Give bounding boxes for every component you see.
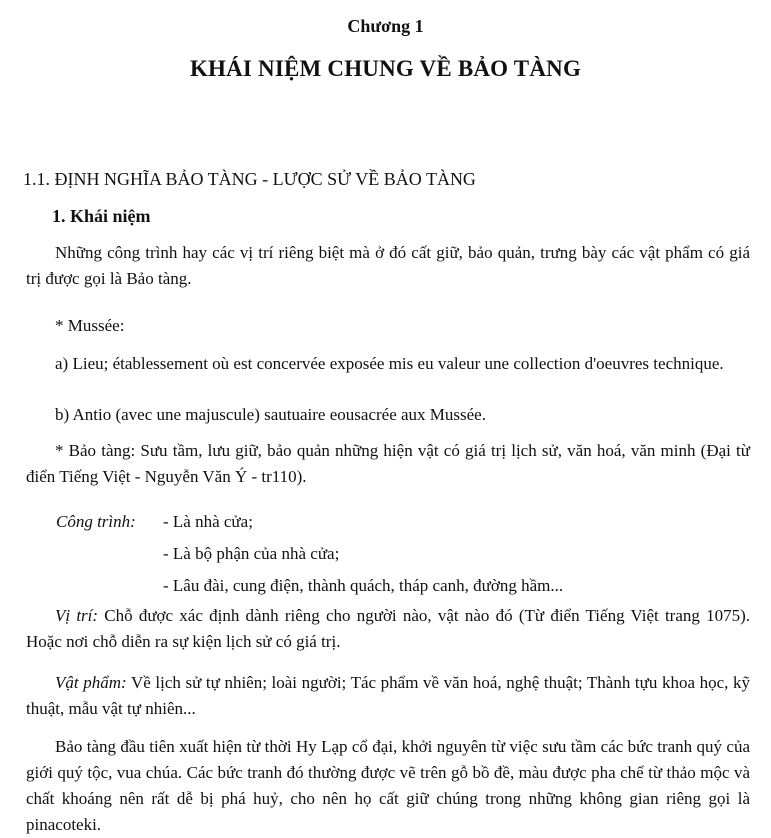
congtrinh-item: - Là nhà cửa; — [163, 512, 253, 531]
paragraph-definition: Những công trình hay các vị trí riêng biệt mà ở đó cất giữ, bảo quản, trưng bày các vật phẩm có giá trị được gọi là Bảo tàng. — [26, 243, 750, 288]
paragraph-vitri — [26, 603, 750, 655]
congtrinh-item: - Lâu đài, cung điện, thành quách, tháp canh, đường hầm... — [163, 576, 564, 595]
vitri-text: Chỗ được xác định dành riêng cho người nào, vật nào đó (Từ điển Tiếng Việt trang 1075). Hoặc nơi chỗ diễn ra sự kiện lịch sử có giá trị. — [26, 606, 751, 651]
vatpham-label: Vật phẩm: — [55, 673, 127, 692]
chapter-title: KHÁI NIỆM CHUNG VỀ BẢO TÀNG — [189, 56, 582, 81]
vitri-label: Vị trí: — [55, 606, 99, 625]
vatpham-text: Về lịch sử tự nhiên; loài người; Tác phẩm về văn hoá, nghệ thuật; Thành tựu khoa học, kỹ thuật, mẫu vật tự nhiên... — [26, 673, 751, 718]
chapter-heading: Chương 1 — [347, 16, 424, 36]
congtrinh-item: - Là bộ phận của nhà cửa; — [163, 544, 340, 563]
paragraph-bao-tang: * Bảo tàng: Sưu tầm, lưu giữ, bảo quản những hiện vật có giá trị lịch sử, văn hoá, văn minh (Đại từ điển Tiếng Việt - Nguyễn Văn Ý - tr110). — [26, 441, 750, 486]
paragraph-mussee: * Mussée: — [55, 316, 125, 335]
subsection-heading: 1. Khái niệm — [52, 206, 151, 226]
congtrinh-label: Công trình: — [56, 512, 136, 531]
section-heading: 1.1. ĐỊNH NGHĨA BẢO TÀNG - LƯỢC SỬ VỀ BẢO TÀNG — [23, 169, 476, 189]
paragraph-vatpham — [26, 670, 750, 722]
paragraph-lieu: a) Lieu; établessement où est concervée exposée mis eu valeur une collection d'oeuvres technique. — [55, 354, 724, 373]
paragraph-history: Bảo tàng đầu tiên xuất hiện từ thời Hy Lạp cổ đại, khởi nguyên từ việc sưu tầm các bức tranh quý của giới quý tộc, vua chúa. Các bức tranh đó thường được vẽ trên gỗ bồ đề, màu được pha chế từ thảo mộc và chất khoáng nên rất dễ bị phá huỷ, cho nên họ cất giữ chúng trong những không gian riêng gọi là pinacoteki. — [26, 737, 750, 834]
paragraph-antio: b) Antio (avec une majuscule) sautuaire eousacrée aux Mussée. — [55, 405, 486, 424]
